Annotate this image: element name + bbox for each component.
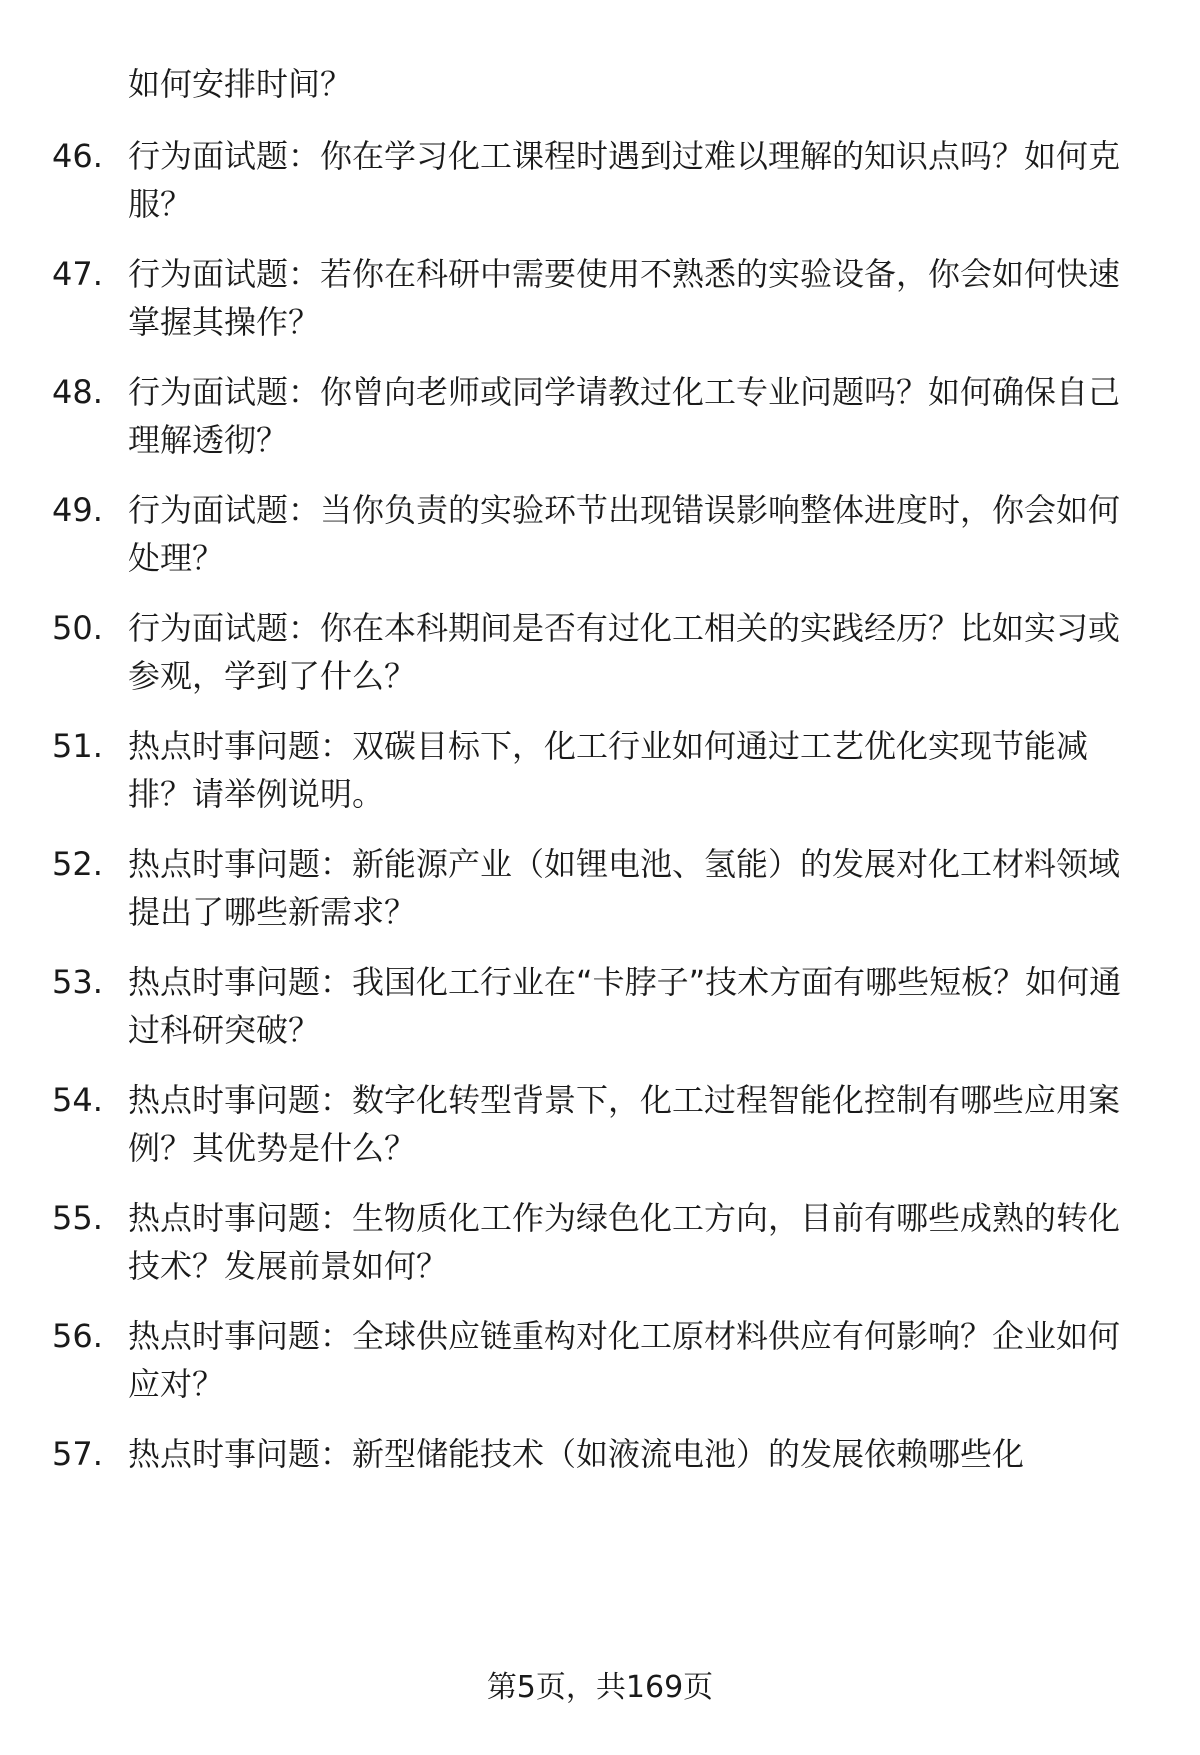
question-number: 48. bbox=[52, 373, 103, 411]
question-number: 55. bbox=[52, 1199, 103, 1237]
question-text: 行为面试题：若你在科研中需要使用不熟悉的实验设备，你会如何快速掌握其操作？ bbox=[128, 255, 1121, 341]
question-text: 热点时事问题：新型储能技术（如液流电池）的发展依赖哪些化 bbox=[128, 1435, 1025, 1473]
question-text: 行为面试题：你在本科期间是否有过化工相关的实践经历？比如实习或参观，学到了什么？ bbox=[128, 609, 1121, 695]
question-text: 热点时事问题：数字化转型背景下，化工过程智能化控制有哪些应用案例？其优势是什么？ bbox=[128, 1081, 1121, 1167]
question-number: 52. bbox=[52, 845, 103, 883]
question-number: 47. bbox=[52, 255, 103, 293]
question-number: 49. bbox=[52, 491, 103, 529]
question-text: 热点时事问题：全球供应链重构对化工原材料供应有何影响？企业如何应对？ bbox=[128, 1317, 1121, 1403]
question-number: 56. bbox=[52, 1317, 103, 1355]
question-text: 行为面试题：当你负责的实验环节出现错误影响整体进度时，你会如何处理？ bbox=[128, 491, 1121, 577]
question-number: 50. bbox=[52, 609, 103, 647]
question-number: 57. bbox=[52, 1435, 103, 1473]
page-footer: 第5页，共169页 bbox=[486, 1670, 714, 1705]
question-number: 51. bbox=[52, 727, 103, 765]
question-number: 54. bbox=[52, 1081, 103, 1119]
question-text: 热点时事问题：双碳目标下，化工行业如何通过工艺优化实现节能减排？请举例说明。 bbox=[128, 727, 1089, 813]
question-text: 热点时事问题：我国化工行业在“卡脖子”技术方面有哪些短板？如何通过科研突破？ bbox=[128, 963, 1122, 1049]
question-text: 行为面试题：你曾向老师或同学请教过化工专业问题吗？如何确保自己理解透彻？ bbox=[128, 373, 1121, 459]
question-number: 53. bbox=[52, 963, 103, 1001]
question-text: 热点时事问题：新能源产业（如锂电池、氢能）的发展对化工材料领域提出了哪些新需求？ bbox=[128, 845, 1121, 931]
question-text: 行为面试题：你在学习化工课程时遇到过难以理解的知识点吗？如何克服？ bbox=[128, 137, 1121, 223]
question-number: 46. bbox=[52, 137, 103, 175]
continued-question-text: 如何安排时间？ bbox=[128, 65, 353, 103]
question-text: 热点时事问题：生物质化工作为绿色化工方向，目前有哪些成熟的转化技术？发展前景如何？ bbox=[128, 1199, 1121, 1285]
